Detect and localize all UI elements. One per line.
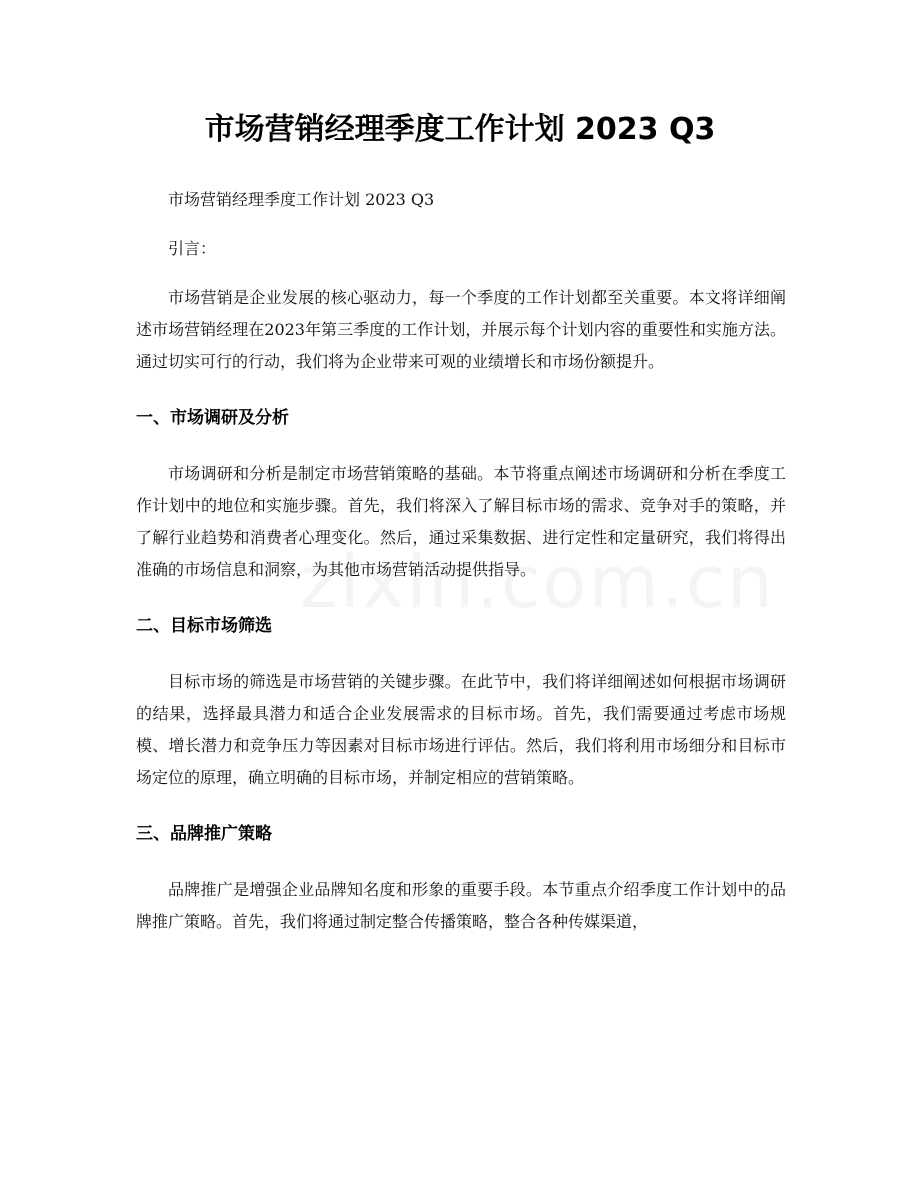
section-heading-target-market: 二、目标市场筛选 (136, 616, 272, 636)
document-body (136, 184, 786, 962)
intro-label: 引言： (168, 239, 217, 258)
document-subtitle: 市场营销经理季度工作计划 2023 Q3 (168, 190, 435, 209)
section-paragraph-market-research: 市场调研和分析是制定市场营销策略的基础。本节将重点阐述市场调研和分析在季度工作计划中的地位和实施步骤。首先，我们将深入了解目标市场的需求、竞争对手的策略，并了解行业趋势和消费者心理变化。然后，通过采集数据、进行定性和定量研究，我们将得出准确的市场信息和洞察，为其他市场营销活动提供指导。 (136, 464, 786, 579)
page-title: 市场营销经理季度工作计划 2023 Q3 (204, 112, 716, 147)
section-heading-market-research: 一、市场调研及分析 (136, 408, 289, 428)
section-paragraph-brand-promotion: 品牌推广是增强企业品牌知名度和形象的重要手段。本节重点介绍季度工作计划中的品牌推广策略。首先，我们将通过制定整合传播策略，整合各种传媒渠道， (136, 880, 786, 931)
section-heading-brand-promotion: 三、品牌推广策略 (136, 824, 272, 844)
section-paragraph-target-market: 目标市场的筛选是市场营销的关键步骤。在此节中，我们将详细阐述如何根据市场调研的结果，选择最具潜力和适合企业发展需求的目标市场。首先，我们需要通过考虑市场规模、增长潜力和竞争压力等因素对目标市场进行评估。然后，我们将利用市场细分和目标市场定位的原理，确立明确的目标市场，并制定相应的营销策略。 (136, 672, 786, 787)
intro-paragraph: 市场营销是企业发展的核心驱动力，每一个季度的工作计划都至关重要。本文将详细阐述市场营销经理在2023年第三季度的工作计划，并展示每个计划内容的重要性和实施方法。通过切实可行的行动，我们将为企业带来可观的业绩增长和市场份额提升。 (136, 288, 786, 371)
